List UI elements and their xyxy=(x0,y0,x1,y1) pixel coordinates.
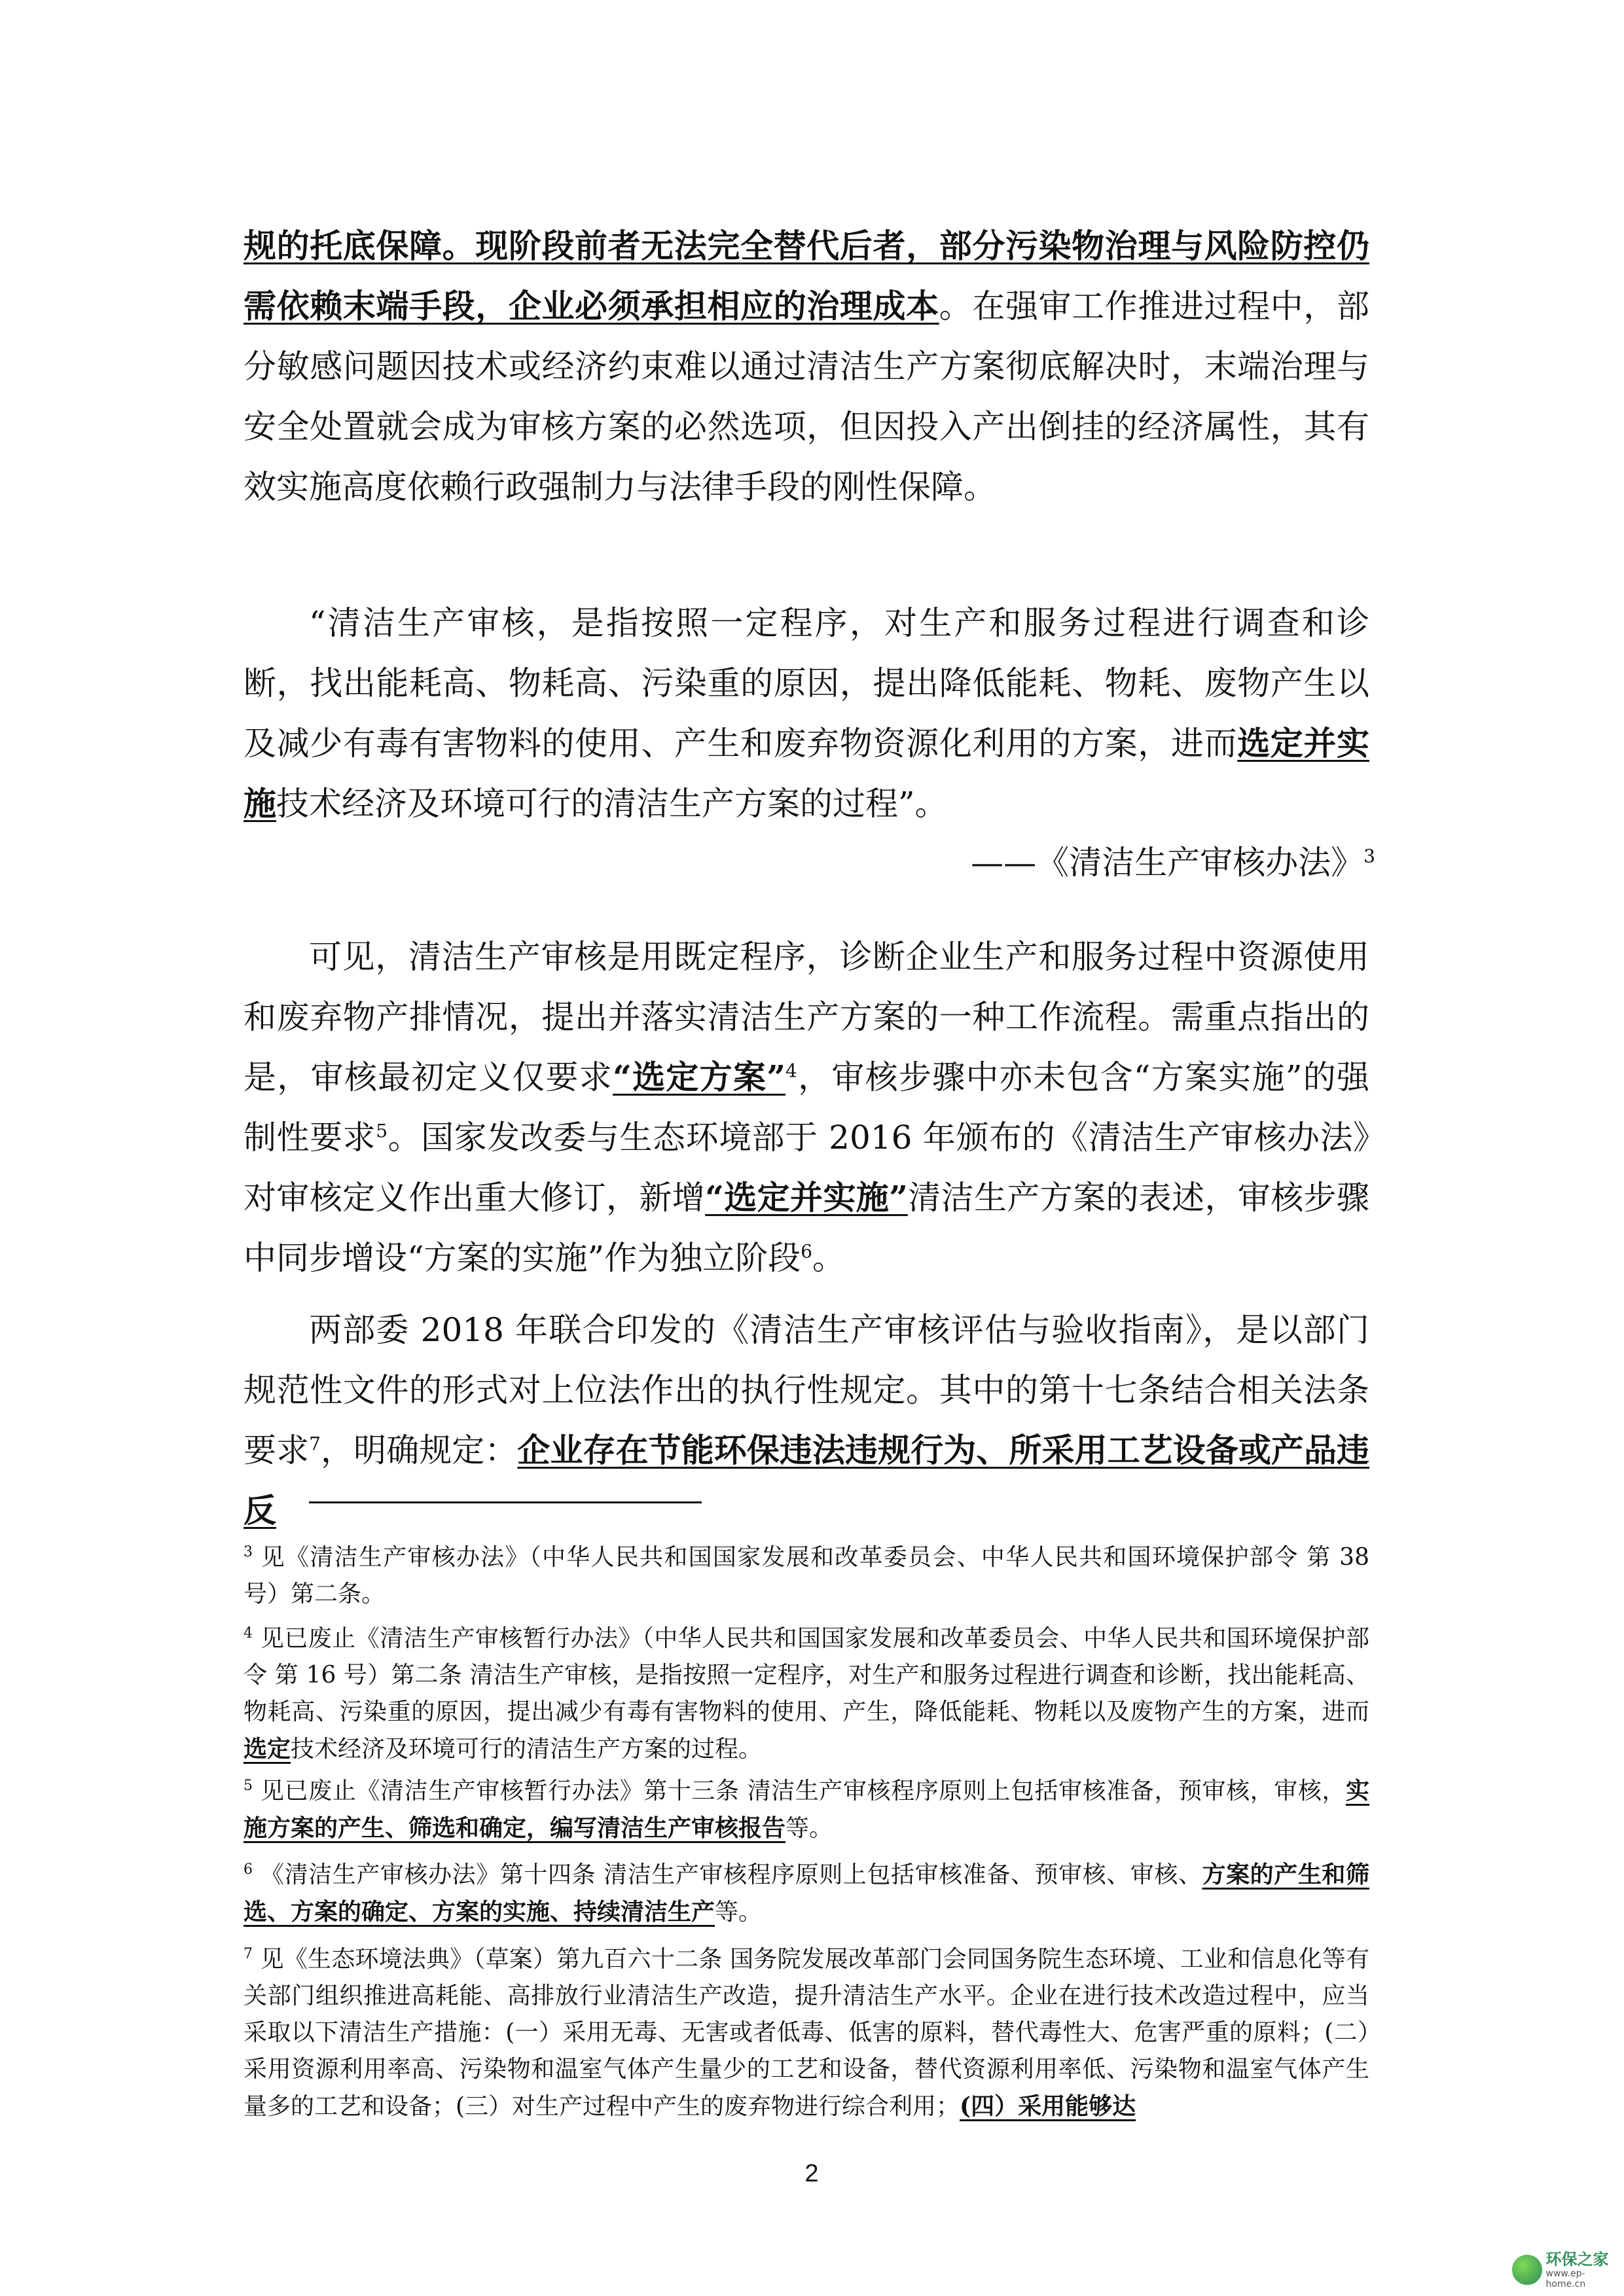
footnote-text: 见已废止《清洁生产审核暂行办法》（中华人民共和国国家发展和改革委员会、中华人民共和国环境保护部令 第 16 号）第二条 清洁生产审核，是指按照一定程序，对生产和服务过程进行调查和诊断，找出能耗高、物耗高、污染重的原因，提出减少有毒有害物料的使用、产生，降低能耗、物耗以及废物产生的方案，进而 xyxy=(244,1625,1369,1725)
footnote-emphasis: 方案的产生和筛选、方案的确定、方案的实施、持续清洁生产 xyxy=(244,1861,1369,1926)
footnote-6 xyxy=(244,1856,1369,1931)
footnote-text: 见《生态环境法典》（草案）第九百六十二条 国务院发展改革部门会同国务院生态环境、工业和信息化等有关部门组织推进高耗能、高排放行业清洁生产改造，提升清洁生产水平。企业在进行技术改造过程中，应当采取以下清洁生产措施：(一）采用无毒、无害或者低毒、低害的原料，替代毒性大、危害严重的原料；(二）采用资源利用率高、污染物和温室气体产生量少的工艺和设备，替代资源利用率低、污染物和温室气体产生量多的工艺和设备；(三）对生产过程中产生的废弃物进行综合利用； xyxy=(244,1946,1369,2120)
quote-source-text: ——《清洁生产审核办法》 xyxy=(971,844,1364,882)
quote-source xyxy=(971,833,1375,893)
footnote-text: 见已废止《清洁生产审核暂行办法》第十三条 清洁生产审核程序原则上包括审核准备，预审核，审核， xyxy=(261,1778,1346,1804)
footnote-number: 4 xyxy=(244,1625,253,1641)
footnote-text: 见《清洁生产审核办法》（中华人民共和国国家发展和改革委员会、中华人民共和国环境保护部令 第 38 号）第二条。 xyxy=(244,1544,1369,1607)
watermark-url: www.ep-home.cn xyxy=(1545,2269,1586,2289)
footnote-ref-4[interactable]: 4 xyxy=(785,1060,797,1082)
footnote-emphasis: 实施方案的产生、筛选和确定，编写清洁生产审核报告 xyxy=(244,1777,1369,1842)
quote-paragraph xyxy=(244,593,1369,834)
emphasis-underlined: 企业存在节能环保违法违规行为、所采用工艺设备或产品违反 xyxy=(244,1431,1370,1530)
paragraph-text: 。 xyxy=(812,1239,845,1277)
paragraph-3 xyxy=(244,927,1369,1288)
paragraph-text: 两部委 2018 年联合印发的《清洁生产审核评估与验收指南》，是以部门规范性文件的形式对上位法作出的执行性规定。其中的第十七条结合相关法条要求 xyxy=(244,1311,1369,1469)
paragraph-4 xyxy=(244,1300,1369,1541)
footnote-text: 技术经济及环境可行的清洁生产方案的过程。 xyxy=(291,1736,763,1763)
paragraph-text: “清洁生产审核，是指按照一定程序，对生产和服务过程进行调查和诊断，找出能耗高、物耗高、污染重的原因，提出降低能耗、物耗、废物产生以及减少有毒有害物料的使用、产生和废弃物资源化利用的方案，进而 xyxy=(244,604,1369,762)
paragraph-text: 技术经济及环境可行的清洁生产方案的过程”。 xyxy=(276,785,948,823)
footnote-ref-5[interactable]: 5 xyxy=(376,1120,388,1142)
footnote-text: 等。 xyxy=(715,1899,763,1926)
footnote-number: 7 xyxy=(244,1946,253,1962)
watermark-text xyxy=(1546,2250,1624,2289)
footnote-text: 等。 xyxy=(785,1815,833,1842)
footnote-7 xyxy=(244,1941,1369,2125)
paragraph-text: 。在强审工作推进过程中，部分敏感问题因技术或经济约束难以通过清洁生产方案彻底解决时，末端治理与安全处置就会成为审核方案的必然选项，但因投入产出倒挂的经济属性，其有效实施高度依赖行政强制力与法律手段的刚性保障。 xyxy=(244,287,1370,506)
footnote-divider xyxy=(309,1501,702,1503)
paragraph-text: 可见，清洁生产审核是用既定程序，诊断企业生产和服务过程中资源使用和废弃物产排情况，提出并落实清洁生产方案的一种工作流程。需重点指出的是，审核最初定义仅要求 xyxy=(244,938,1369,1096)
emphasis-underlined: “选定并实施” xyxy=(705,1178,908,1217)
footnote-4 xyxy=(244,1621,1369,1768)
footnote-text: 《清洁生产审核办法》第十四条 清洁生产审核程序原则上包括审核准备、预审核、审核、 xyxy=(261,1861,1202,1888)
emphasis-underlined: 选定并实施 xyxy=(244,724,1370,823)
footnote-number: 6 xyxy=(244,1861,253,1878)
paragraph-1 xyxy=(244,216,1369,517)
paragraph-text: 。国家发改委与生态环境部于 2016 年颁布的《清洁生产审核办法》对审核定义作出重大修订，新增 xyxy=(244,1119,1369,1217)
watermark xyxy=(1512,2250,1624,2289)
footnote-number: 5 xyxy=(244,1778,253,1794)
watermark-name: 环保之家 xyxy=(1545,2250,1609,2269)
paragraph-text: ，审核步骤中亦未包含“方案实施”的强制性要求 xyxy=(244,1058,1369,1157)
footnote-5 xyxy=(244,1772,1369,1847)
footnote-number: 3 xyxy=(244,1544,253,1560)
footnote-ref-7[interactable]: 7 xyxy=(309,1433,321,1455)
paragraph-text: 清洁生产方案的表述，审核步骤中同步增设“方案的实施”作为独立阶段 xyxy=(244,1179,1370,1277)
footnote-3 xyxy=(244,1539,1369,1613)
footnote-ref-3[interactable]: 3 xyxy=(1363,845,1375,867)
emphasis-underlined: “选定方案” xyxy=(613,1058,785,1096)
paragraph-text: ，明确规定： xyxy=(320,1431,518,1469)
emphasis-underlined: 规的托底保障。现阶段前者无法完全替代后者，部分污染物治理与风险防控仍需依赖末端手段，企业必须承担相应的治理成本 xyxy=(244,226,1369,325)
footnote-ref-6[interactable]: 6 xyxy=(801,1240,812,1263)
page-number: 2 xyxy=(804,2160,819,2187)
leaf-logo-icon xyxy=(1512,2255,1542,2285)
footnote-emphasis: (四）采用能够达 xyxy=(960,2092,1136,2120)
footnote-emphasis: 选定 xyxy=(244,1735,291,1763)
